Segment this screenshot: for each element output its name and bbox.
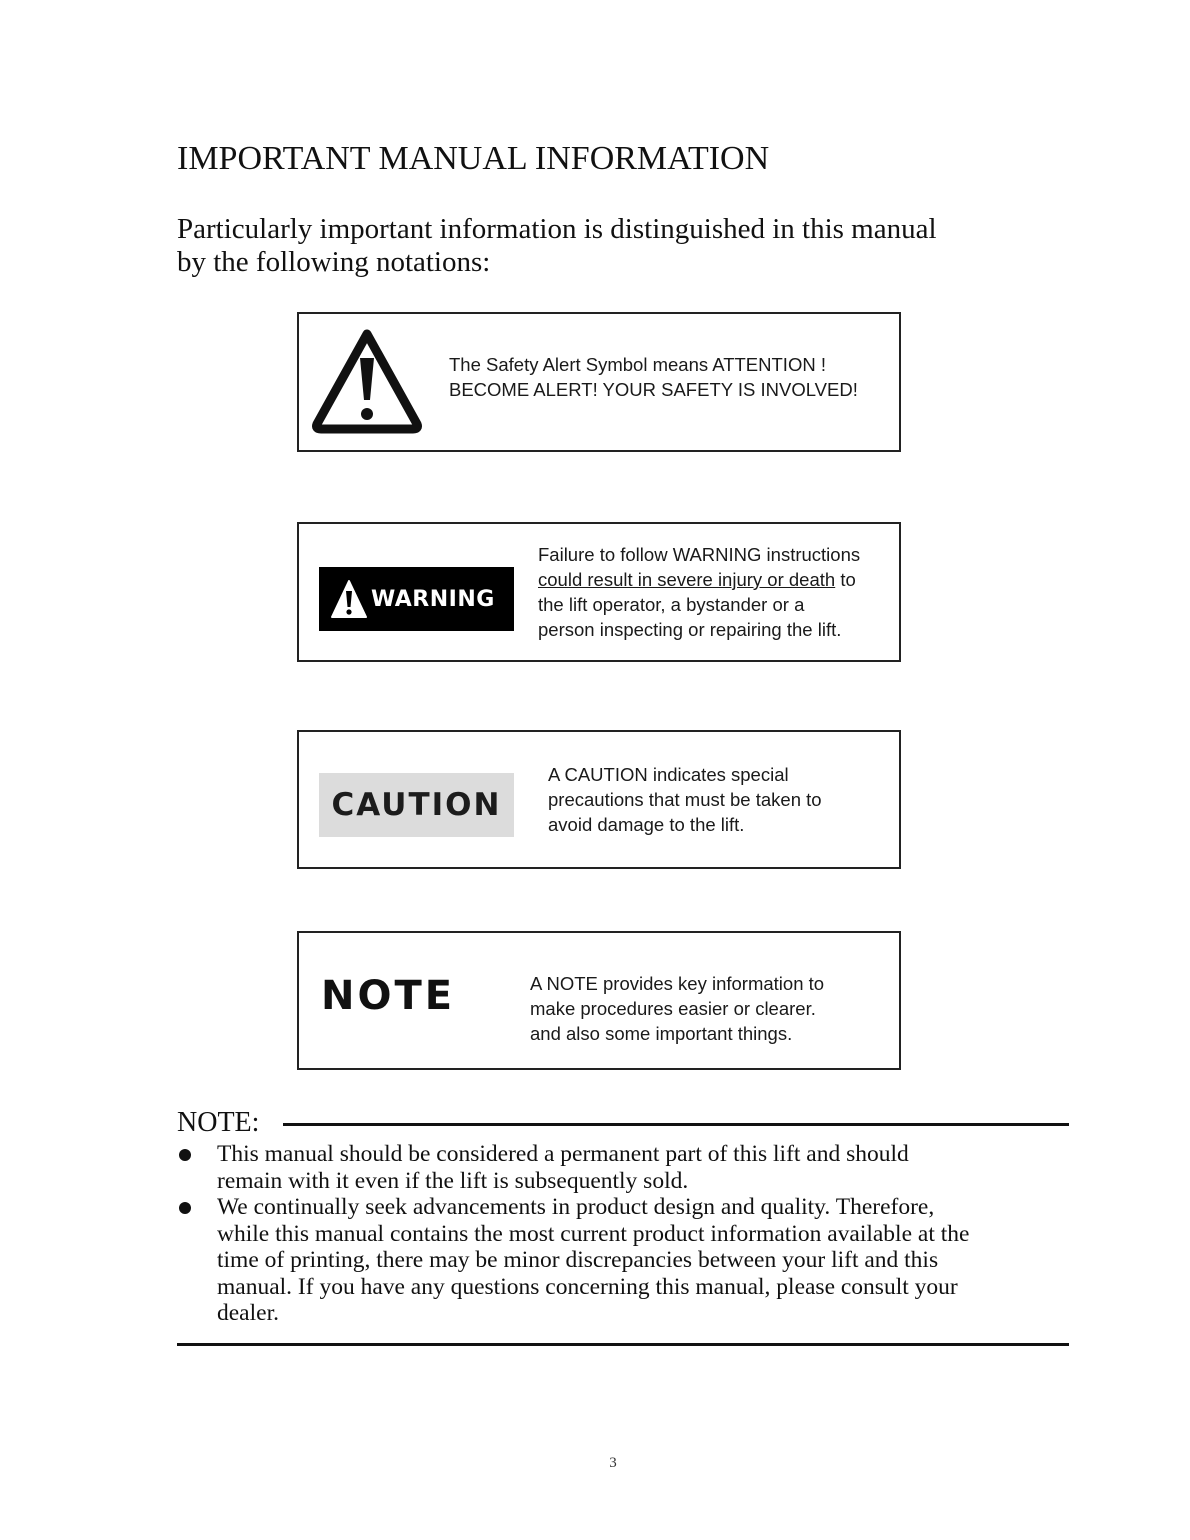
bullet-2-line-3: time of printing, there may be minor discrepancies between your lift and this xyxy=(217,1247,939,1273)
list-item xyxy=(177,1194,1057,1327)
bullet-2-line-2: while this manual contains the most current product information available at the xyxy=(217,1220,970,1247)
caution-box xyxy=(297,730,901,869)
warning-line-2-rest: to xyxy=(835,569,856,590)
warning-triangle-icon xyxy=(331,579,367,619)
caution-label: CAUTION xyxy=(331,787,502,823)
caution-line-2: precautions that must be taken to xyxy=(548,789,822,810)
intro-line-1: Particularly important information is distinguished in this manual xyxy=(177,213,937,245)
note-line-1: A NOTE provides key information to xyxy=(530,973,825,994)
bullet-icon xyxy=(179,1202,191,1214)
note-box xyxy=(297,931,901,1070)
bullet-2-line-4: manual. If you have any questions concerning this manual, please consult your xyxy=(217,1273,958,1300)
safety-alert-line-1: The Safety Alert Symbol means ATTENTION ! xyxy=(449,354,826,375)
bullet-2-line-5: dealer. xyxy=(217,1300,279,1326)
page-title: IMPORTANT MANUAL INFORMATION xyxy=(177,140,770,177)
caution-badge xyxy=(319,773,514,837)
safety-alert-triangle-icon xyxy=(311,328,423,434)
list-item xyxy=(177,1141,1057,1194)
warning-text xyxy=(538,542,860,642)
note-bullet-list xyxy=(177,1141,1057,1327)
warning-line-1: Failure to follow WARNING instructions xyxy=(538,544,861,565)
intro-line-2: by the following notations: xyxy=(177,246,491,278)
note-label: NOTE xyxy=(321,973,456,1019)
caution-text xyxy=(548,762,822,837)
warning-box xyxy=(297,522,901,662)
note-line-2: make procedures easier or clearer. xyxy=(530,998,816,1019)
note-line-3: and also some important things. xyxy=(530,1023,793,1044)
bullet-1-line-1: This manual should be considered a permanent part of this lift and should xyxy=(217,1141,909,1167)
warning-label: WARNING xyxy=(371,586,495,612)
bullet-2-line-1: We continually seek advancements in product design and quality. Therefore, xyxy=(217,1194,935,1220)
page-number: 3 xyxy=(609,1455,617,1471)
intro-paragraph xyxy=(177,213,1057,279)
bullet-1-line-2: remain with it even if the lift is subsequently sold. xyxy=(217,1167,689,1194)
caution-line-3: avoid damage to the lift. xyxy=(548,814,745,835)
bullet-icon xyxy=(179,1149,191,1161)
note-divider-top xyxy=(283,1123,1069,1126)
safety-alert-line-2: BECOME ALERT! YOUR SAFETY IS INVOLVED! xyxy=(449,379,858,400)
warning-line-3: the lift operator, a bystander or a xyxy=(538,594,805,615)
warning-line-2-underlined: could result in severe injury or death xyxy=(538,569,836,590)
note-text xyxy=(530,971,824,1046)
note-section-heading: NOTE: xyxy=(177,1107,260,1138)
warning-badge xyxy=(319,567,514,631)
caution-line-1: A CAUTION indicates special xyxy=(548,764,789,785)
safety-alert-box xyxy=(297,312,901,452)
warning-line-4: person inspecting or repairing the lift. xyxy=(538,619,842,640)
safety-alert-text xyxy=(449,352,858,402)
note-divider-bottom xyxy=(177,1343,1069,1346)
